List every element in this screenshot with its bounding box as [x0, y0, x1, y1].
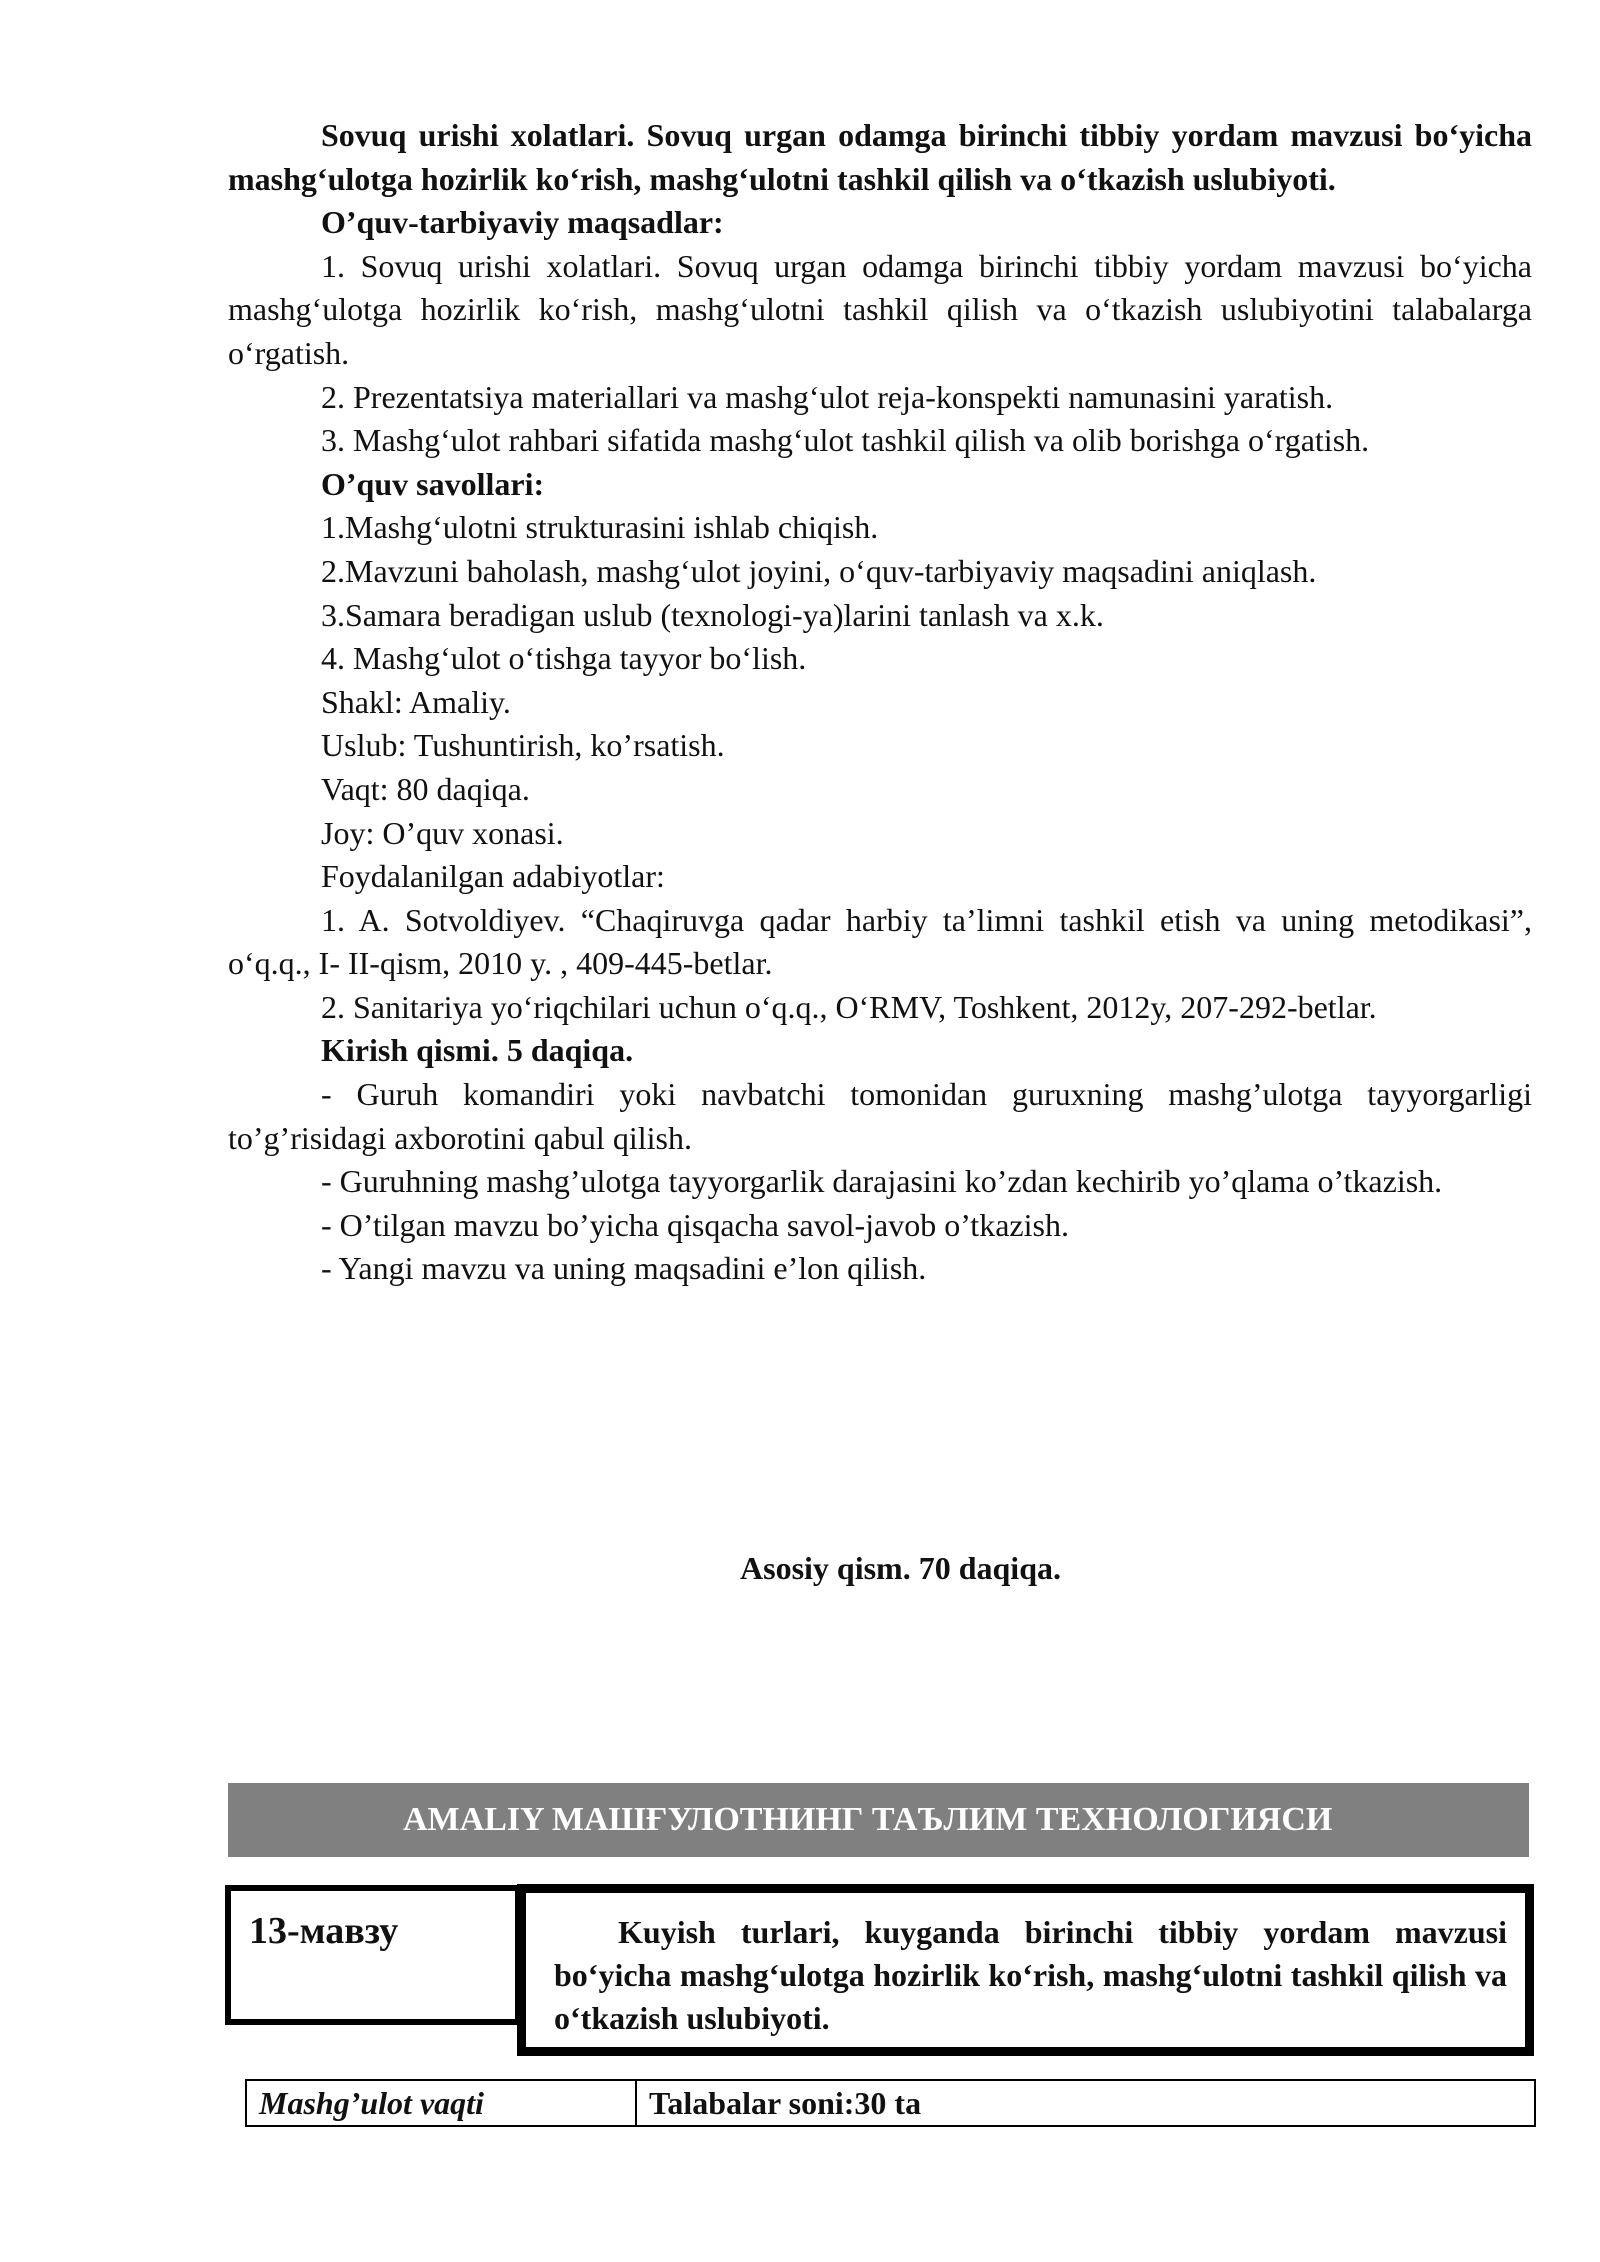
- intro-part-item: - Guruh komandiri yoki navbatchi tomonidan guruxning mashg’ulotga tayyorgarligi to’g’risidagi axborotini qabul qilish.: [228, 1076, 1532, 1156]
- intro-part-item: - Yangi mavzu va uning maqsadini e’lon qilish.: [321, 1250, 927, 1287]
- reference-item: 1. A. Sotvoldiyev. “Chaqiruvga qadar harbiy ta’limni tashkil etish va uning metodikasi”, o‘q.q., I- II-qism, 2010 y. , 409-445-betlar.: [228, 901, 1532, 982]
- goal-item: 2. Prezentatsiya materiallari va mashg‘ulot reja-konspekti namunasini yaratish.: [321, 378, 1334, 415]
- intro-part-item: - O’tilgan mavzu bo’yicha qisqacha savol-javob o’tkazish.: [321, 1206, 1069, 1243]
- question-item: 2.Mavzuni baholash, mashg‘ulot joyini, o‘quv-tarbiyaviy maqsadini aniqlash.: [321, 552, 1317, 589]
- question-item: 1.Mashg‘ulotni strukturasini ishlab chiqish.: [321, 509, 879, 546]
- form-line: Shakl: Amaliy.: [321, 683, 511, 720]
- main-part-title: Asosiy qism. 70 daqiqa.: [740, 1550, 1061, 1586]
- lesson-info-table: [245, 2079, 1536, 2127]
- question-item: 4. Mashg‘ulot o‘tishga tayyor bo‘lish.: [321, 640, 807, 677]
- goal-item: 3. Mashg‘ulot rahbari sifatida mashg‘ulot tashkil qilish va olib borishga o‘rgatish.: [321, 422, 1370, 459]
- technology-banner: AMALIY МАШҒУЛОТНИНГ ТАЪЛИМ ТЕХНОЛОГИЯСИ: [228, 1783, 1529, 1857]
- intro-part-item: - Guruhning mashg’ulotga tayyorgarlik darajasini ko’zdan kechirib yo’qlama o’tkazish.: [321, 1163, 1443, 1200]
- students-count: Talabalar soni:30 ta: [649, 2085, 922, 2121]
- lesson-heading: Sovuq urishi xolatlari. Sovuq urgan odamga birinchi tibbiy yordam mavzusi bo‘yicha mashg‘ulotga hozirlik ko‘rish, mashg‘ulotni tashkil qilish va o‘tkazish uslubiyoti.: [228, 117, 1532, 197]
- goals-title: O’quv-tarbiyaviy maqsadlar:: [321, 204, 724, 241]
- questions-title: O’quv savollari:: [321, 465, 545, 502]
- place-line: Joy: O’quv xonasi.: [321, 814, 564, 851]
- goal-item: 1. Sovuq urishi xolatlari. Sovuq urgan odamga birinchi tibbiy yordam mavzusi bo‘yicha mashg‘ulotga hozirlik ko‘rish, mashg‘ulotni tashkil qilish va o‘tkazish uslubiyotini talabalarga o‘rgatish.: [228, 247, 1532, 371]
- question-item: 3.Samara beradigan uslub (texnologi-ya)larini tanlash va x.k.: [321, 596, 1104, 633]
- topic-title: Kuyish turlari, kuyganda birinchi tibbiy yordam mavzusi bo‘yicha mashg‘ulotga hozirlik ko‘rish, mashg‘ulotni tashkil qilish va o‘tkazish uslubiyoti.: [554, 1914, 1507, 2036]
- topic-number: 13-мавзу: [249, 1910, 399, 1952]
- topic-number-box: [225, 1885, 521, 2025]
- method-line: Uslub: Tushuntirish, ko’rsatish.: [321, 727, 725, 764]
- reference-item: 2. Sanitariya yo‘riqchilari uchun o‘q.q., O‘RMV, Toshkent, 2012y, 207-292-betlar.: [321, 988, 1377, 1025]
- time-line: Vaqt: 80 daqiqa.: [321, 770, 530, 807]
- lesson-time-label: Mashg’ulot vaqti: [247, 2081, 637, 2125]
- lesson-plan-text: [228, 114, 1532, 1291]
- references-title: Foydalanilgan adabiyotlar:: [321, 858, 665, 895]
- intro-part-title: Kirish qismi. 5 daqiqa.: [321, 1032, 634, 1069]
- topic-title-box: [517, 1884, 1534, 2056]
